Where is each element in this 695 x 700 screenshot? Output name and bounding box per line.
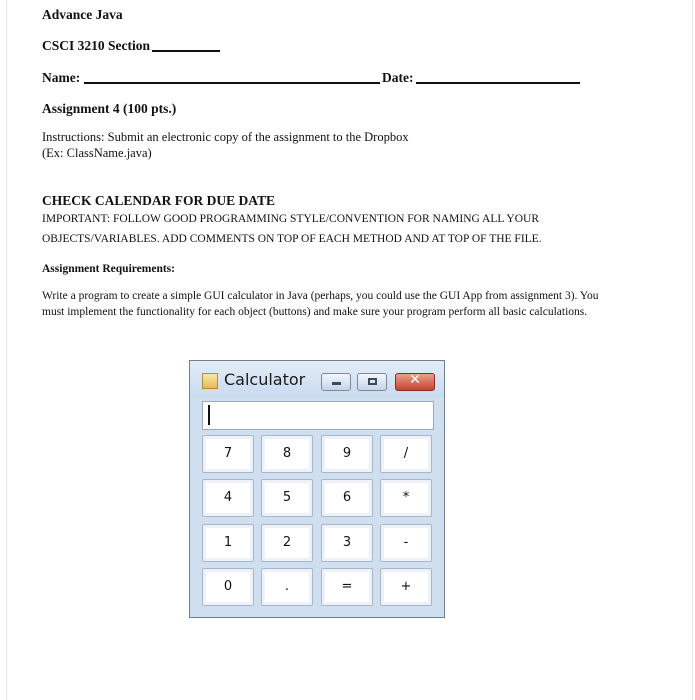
course-title: Advance Java: [42, 7, 123, 22]
date-blank-line: [416, 82, 580, 84]
key-divide[interactable]: /: [380, 435, 432, 473]
key-4[interactable]: 4: [202, 479, 254, 517]
maximize-button[interactable]: [357, 373, 387, 391]
requirements-heading: Assignment Requirements:: [42, 263, 175, 275]
key-6[interactable]: 6: [321, 479, 373, 517]
minimize-icon: [332, 382, 341, 385]
minimize-button[interactable]: [321, 373, 351, 391]
important-line: IMPORTANT: FOLLOW GOOD PROGRAMMING STYLE/CONVENTION FOR NAMING ALL YOUR: [42, 213, 540, 225]
requirements-body-line: Write a program to create a simple GUI calculator in Java (perhaps, you could use the GUI App from assignment 3). You: [42, 290, 599, 302]
title-bar[interactable]: [190, 361, 444, 397]
due-date-heading: CHECK CALENDAR FOR DUE DATE: [42, 193, 276, 208]
name-label: Name:: [42, 70, 81, 85]
maximize-icon: [368, 378, 377, 385]
date-label: Date:: [382, 70, 414, 85]
section-label: CSCI 3210 Section: [42, 38, 151, 53]
key-7[interactable]: 7: [202, 435, 254, 473]
assignment-title: Assignment 4 (100 pts.): [42, 101, 177, 116]
instructions-line: Instructions: Submit an electronic copy of the assignment to the Dropbox: [42, 130, 409, 144]
instructions-example: (Ex: ClassName.java): [42, 146, 152, 160]
close-button[interactable]: [395, 373, 435, 391]
key-9[interactable]: 9: [321, 435, 373, 473]
section-blank-line: [152, 50, 220, 52]
calculator-window: [189, 360, 445, 618]
window-title: Calculator: [224, 370, 306, 389]
java-app-icon: [202, 373, 218, 389]
key-2[interactable]: 2: [261, 524, 313, 562]
display-field[interactable]: [202, 401, 434, 430]
requirements-body-line: must implement the functionality for each object (buttons) and make sure your program perform all basic calculations.: [42, 306, 588, 318]
key-subtract[interactable]: -: [380, 524, 432, 562]
key-0[interactable]: 0: [202, 568, 254, 606]
important-line: OBJECTS/VARIABLES. ADD COMMENTS ON TOP OF EACH METHOD AND AT TOP OF THE FILE.: [42, 233, 542, 245]
key-8[interactable]: 8: [261, 435, 313, 473]
key-3[interactable]: 3: [321, 524, 373, 562]
close-icon: ✕: [409, 372, 421, 388]
page-edge: [6, 0, 7, 700]
key-5[interactable]: 5: [261, 479, 313, 517]
name-blank-line: [84, 82, 380, 84]
page-edge: [692, 0, 693, 700]
text-cursor: [208, 405, 210, 425]
key-decimal[interactable]: .: [261, 568, 313, 606]
key-add[interactable]: +: [380, 568, 432, 606]
key-multiply[interactable]: *: [380, 479, 432, 517]
key-1[interactable]: 1: [202, 524, 254, 562]
key-equals[interactable]: =: [321, 568, 373, 606]
